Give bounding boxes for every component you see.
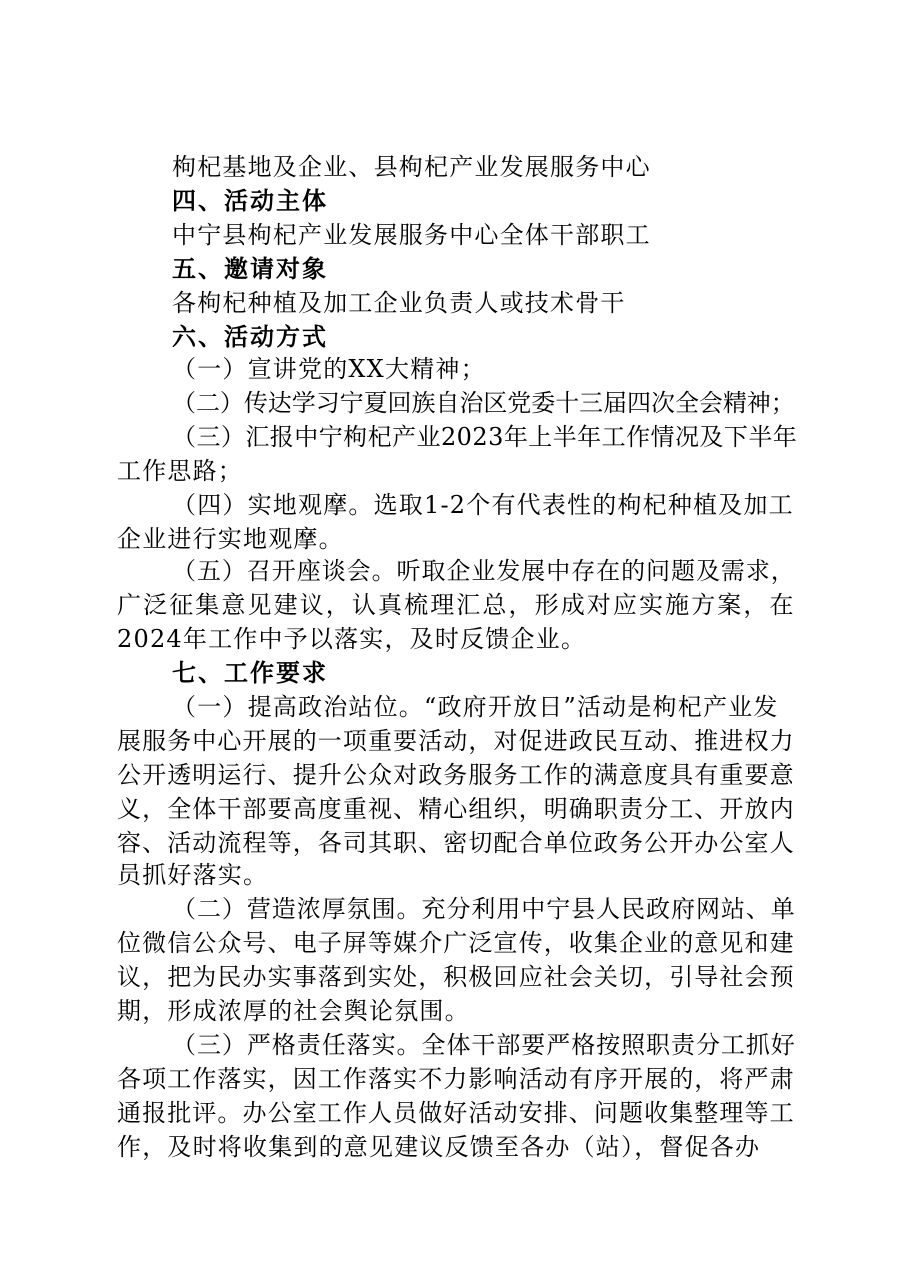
- body-line: 位微信公众号、电子屏等媒介广泛宣传，收集企业的意见和建: [117, 929, 795, 957]
- body-line: （五）召开座谈会。听取企业发展中存在的问题及需求，: [172, 557, 796, 585]
- body-line: 展服务中心开展的一项重要活动，对促进政民互动、推进权力: [117, 727, 795, 755]
- body-line: （二）传达学习宁夏回族自治区党委十三届四次全会精神；: [172, 389, 795, 417]
- body-line: 容、活动流程等，各司其职、密切配合单位政务公开办公室人: [117, 829, 795, 857]
- body-line: 2024年工作中予以落实，及时反馈企业。: [117, 625, 587, 653]
- body-line: 义，全体干部要高度重视、精心组织，明确职责分工、开放内: [117, 795, 795, 823]
- body-line: 期，形成浓厚的社会舆论氛围。: [117, 997, 470, 1025]
- body-line: 工作思路；: [117, 457, 243, 485]
- body-line: 公开透明运行、提升公众对政务服务工作的满意度具有重要意: [117, 761, 795, 789]
- body-line: 通报批评。办公室工作人员做好活动安排、问题收集整理等工: [117, 1099, 795, 1127]
- body-line: 企业进行实地观摩。: [117, 525, 344, 553]
- section-heading: 五、邀请对象: [172, 255, 328, 283]
- body-line: 议，把为民办实事落到实处，积极回应社会关切，引导社会预: [117, 963, 795, 991]
- body-line: （三）汇报中宁枸杞产业2023年上半年工作情况及下半年: [172, 423, 798, 451]
- body-line: 广泛征集意见建议，认真梳理汇总，形成对应实施方案，在: [117, 591, 796, 619]
- body-line: （二）营造浓厚氛围。充分利用中宁县人民政府网站、单: [172, 895, 796, 923]
- body-line: 作，及时将收集到的意见建议反馈至各办（站），督促各办: [117, 1133, 761, 1161]
- body-line: （四）实地观摩。选取1-2个有代表性的枸杞种植及加工: [172, 491, 794, 519]
- body-line: （三）严格责任落实。全体干部要严格按照职责分工抓好: [172, 1031, 796, 1059]
- body-line: 中宁县枸杞产业发展服务中心全体干部职工: [172, 221, 651, 249]
- section-heading: 四、活动主体: [172, 187, 328, 215]
- body-line: （一）提高政治站位。“政府开放日”活动是枸杞产业发: [172, 693, 779, 721]
- body-line: （一）宣讲党的XX大精神；: [172, 355, 486, 383]
- section-heading: 七、工作要求: [172, 659, 328, 687]
- body-line: 各枸杞种植及加工企业负责人或技术骨干: [172, 289, 626, 317]
- body-line: 枸杞基地及企业、县枸杞产业发展服务中心: [172, 153, 651, 181]
- body-line: 各项工作落实，因工作落实不力影响活动有序开展的，将严肃: [117, 1065, 795, 1093]
- section-heading: 六、活动方式: [172, 323, 328, 351]
- body-line: 员抓好落实。: [117, 861, 269, 889]
